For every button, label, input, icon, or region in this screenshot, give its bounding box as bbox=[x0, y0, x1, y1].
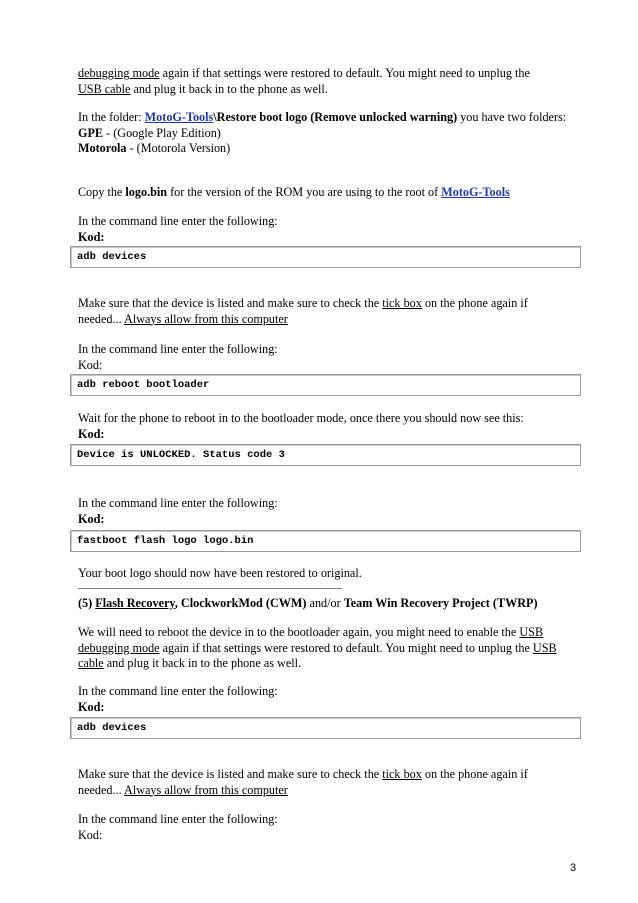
flash-recovery-link[interactable]: Flash Recovery bbox=[95, 596, 175, 610]
text: Copy the bbox=[78, 185, 126, 199]
paragraph-command-line bbox=[78, 342, 568, 373]
code-label: Kod: bbox=[78, 827, 103, 842]
code-label: Kod: bbox=[78, 229, 105, 244]
code-block: adb devices bbox=[70, 246, 581, 268]
folder-path: \Restore boot logo (Remove unlocked warning) bbox=[213, 110, 458, 124]
instruction-text: In the command line enter the following: bbox=[78, 496, 278, 510]
always-allow-link[interactable]: Always allow from this computer bbox=[124, 782, 288, 797]
divider-line: ________________________________________________ bbox=[78, 578, 342, 590]
instruction-text: In the command line enter the following: bbox=[78, 342, 278, 356]
motorola-label: Motorola bbox=[78, 141, 127, 156]
heading-text: Team Win Recovery Project (TWRP) bbox=[343, 596, 538, 610]
always-allow-link[interactable]: Always allow from this computer bbox=[124, 311, 288, 326]
section-number: (5) bbox=[78, 596, 96, 610]
tick-box-link[interactable]: tick box bbox=[382, 767, 422, 781]
section-heading bbox=[78, 596, 568, 612]
tick-box-link[interactable]: tick box bbox=[382, 296, 422, 310]
text: for the version of the ROM you are using to the root of bbox=[167, 185, 442, 199]
paragraph-folder bbox=[78, 110, 568, 157]
text: Make sure that the device is listed and make sure to check the bbox=[78, 767, 383, 781]
text: you have two folders: bbox=[457, 110, 567, 124]
text: We will need to reboot the device in to the bootloader again, you might need to enable the bbox=[78, 625, 520, 639]
paragraph-usb-debugging bbox=[78, 66, 568, 97]
paragraph-command-line bbox=[78, 812, 568, 843]
instruction-text: Wait for the phone to reboot in to the bootloader mode, once there you should now see this: bbox=[78, 411, 524, 425]
paragraph-copy-logo bbox=[78, 185, 568, 201]
code-block: Device is UNLOCKED. Status code 3 bbox=[70, 444, 581, 466]
instruction-text: In the command line enter the following: bbox=[78, 812, 278, 826]
paragraph-command-line bbox=[78, 214, 568, 245]
paragraph-command-line bbox=[78, 684, 568, 715]
instruction-text: Your boot logo should now have been restored to original. bbox=[78, 566, 362, 580]
usb-cable-link[interactable]: USB cable bbox=[78, 81, 131, 96]
motog-tools-link[interactable]: MotoG-Tools bbox=[144, 110, 214, 124]
usb-debugging-link[interactable]: USB debugging mode bbox=[78, 625, 544, 655]
gpe-label: GPE bbox=[78, 125, 104, 140]
text: on the phone again if needed... bbox=[78, 296, 528, 326]
usb-cable-link[interactable]: USB cable bbox=[78, 640, 557, 671]
text: on the phone again if needed... bbox=[78, 767, 528, 797]
heading-text: , ClockworkMod (CWM) bbox=[174, 596, 307, 610]
page-number: 3 bbox=[570, 862, 577, 874]
paragraph-wait-bootloader bbox=[78, 411, 568, 442]
text: again if that settings were restored to default. You might need to unplug the bbox=[159, 66, 530, 80]
paragraph-device-listed bbox=[78, 296, 568, 327]
code-label: Kod: bbox=[78, 511, 105, 526]
text: and plug it back in to the phone as well. bbox=[103, 656, 302, 671]
instruction-text: In the command line enter the following: bbox=[78, 684, 278, 698]
text: again if that settings were restored to default. You might need to unplug the bbox=[159, 640, 533, 655]
instruction-text: In the command line enter the following: bbox=[78, 214, 278, 228]
code-block: adb reboot bootloader bbox=[70, 374, 581, 396]
paragraph-device-listed bbox=[78, 767, 568, 798]
paragraph-reboot-bootloader bbox=[78, 625, 568, 672]
code-label: Kod: bbox=[78, 699, 105, 714]
motorola-description: - (Motorola Version) bbox=[126, 141, 231, 156]
gpe-description: - (Google Play Edition) bbox=[103, 125, 221, 140]
text: In the folder: bbox=[78, 110, 145, 124]
text: and plug it back in to the phone as well. bbox=[130, 81, 328, 96]
paragraph-command-line bbox=[78, 496, 568, 527]
motog-tools-link[interactable]: MotoG-Tools bbox=[441, 185, 510, 199]
logo-bin-filename: logo.bin bbox=[125, 185, 168, 199]
code-block: fastboot flash logo logo.bin bbox=[70, 530, 581, 552]
code-label: Kod: bbox=[78, 426, 105, 441]
usb-debugging-link[interactable]: debugging mode bbox=[78, 66, 160, 80]
code-block: adb devices bbox=[70, 717, 581, 739]
heading-text: and/or bbox=[306, 596, 344, 610]
code-label: Kod: bbox=[78, 357, 103, 372]
text: Make sure that the device is listed and make sure to check the bbox=[78, 296, 383, 310]
